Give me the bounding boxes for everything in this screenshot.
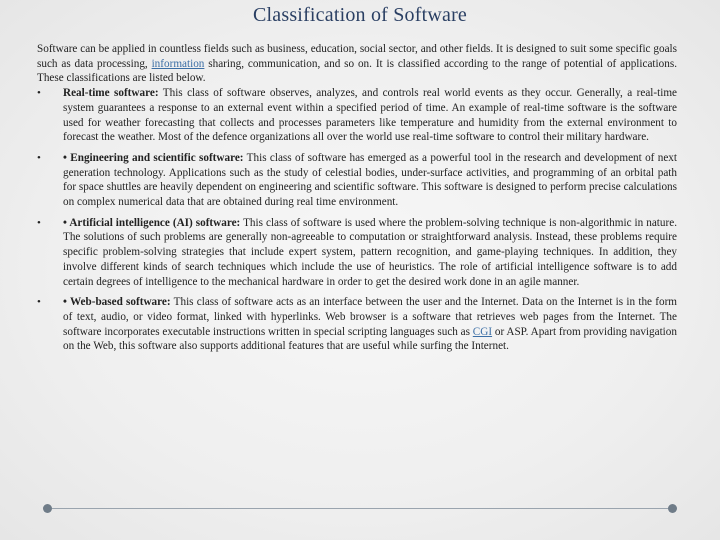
item-body-b: or ASP. Apart from providing navigation on the Web, this software also supports additional features that are useful while surfing the Internet. (63, 325, 677, 353)
bullet-marker: • (37, 296, 41, 309)
item-body: This class of software is used where the problem-solving technique is non-algorithmic in nature. The solutions of such problems are generally non-agreeable to computation or straightforward analysis. Instead, these problems require specific problem-solving strategies that include expert system, pattern recognition, and game-playing techniques. In addition, they involve different kinds of search techniques which include the use of heuristics. The role of artificial intelligence software is to add certain degrees of intelligence to the mechanical hardware in order to get the desired work done in an agile manner. (63, 216, 677, 288)
bullet-marker: • (37, 151, 41, 164)
item-heading: Artificial intelligence (AI) software: (69, 216, 241, 229)
item-prefix: • (63, 216, 70, 229)
list-item-ai (37, 216, 677, 290)
information-link[interactable]: information (151, 57, 205, 70)
item-body: This class of software observes, analyzes, and controls real world events as they occur. Generally, a real-time system guarantees a response to an external event within a specified period of time. An example of real-time software is the software used for weather forecasting that collects and processes parameters like temperature and humidity from the external environment to forecast the weather. Most of the defence organizations all over the world use real-time software to control their military hardware. (63, 87, 677, 144)
bullet-marker: • (37, 216, 41, 229)
item-body: This class of software has emerged as a powerful tool in the research and development of next generation technology. Applications such as the study of celestial bodies, under-surface activities, and programming of an orbital path for space shuttles are heavily dependent on engineering and scientific software. This software is designed to perform precise calculations on complex numerical data that are obtained during real time environment. (63, 151, 678, 209)
item-prefix: • (63, 151, 71, 164)
footer-dot-right (668, 504, 677, 513)
item-heading: Web-based software: (69, 296, 171, 309)
list-item-web (37, 295, 677, 354)
intro-text-2: sharing, communication, and so on. It is classified according to the range of potential of applications. These classifications are listed below. (37, 57, 677, 85)
slide-title: Classification of Software (252, 4, 468, 26)
item-heading: Real-time software: (63, 87, 159, 100)
item-body-a: This class of software acts as an interface between the user and the Internet. Data on the Internet is in the form of text, audio, or video format, linked with hyperlinks. Web browser is a software that retrieves web pages from the Internet. The software incorporates executable instructions written in special scripting languages such as (63, 296, 677, 338)
intro-text-1: Software can be applied in countless fields such as business, education, social sector, and other fields. It is designed to suit some specific goals such as data processing, (37, 43, 677, 70)
cgi-link[interactable]: CGI (472, 325, 493, 338)
intro-paragraph (37, 42, 677, 86)
item-prefix: • (63, 296, 70, 309)
list-item-real-time (37, 86, 677, 145)
slide-body (37, 42, 677, 360)
bullet-marker: • (37, 87, 41, 100)
footer-dot-left (43, 504, 52, 513)
footer-divider (52, 508, 668, 509)
item-heading: Engineering and scientific software: (70, 151, 244, 164)
list-item-engineering (37, 151, 677, 210)
